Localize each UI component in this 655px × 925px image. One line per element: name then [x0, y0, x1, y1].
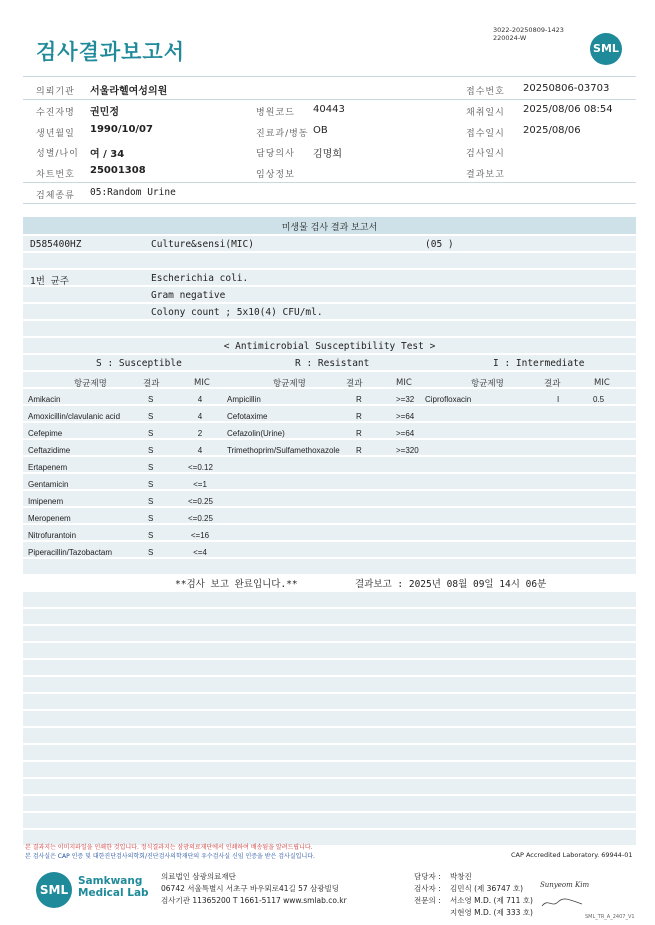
chart-label: 차트번호 — [36, 170, 75, 180]
staff-specialist-1: 서소영 M.D. (제 711 호) — [450, 896, 533, 905]
row-stripe — [23, 779, 636, 794]
specimen-label: 검체종류 — [36, 191, 75, 201]
staff-label-2: 검사자 : — [414, 884, 441, 893]
ast-mic-value: 2 — [197, 429, 203, 438]
ast-drug-name: Trimethoprim/Sulfamethoxazole — [227, 446, 340, 455]
ast-mic-value: <=1 — [193, 480, 207, 489]
ast-drug-name: Amikacin — [28, 395, 61, 404]
gram-stain: Gram negative — [151, 290, 226, 301]
brand-name — [78, 875, 149, 899]
hospital-code-label: 병원코드 — [256, 108, 295, 118]
test-name: Culture&sensi(MIC) — [151, 239, 254, 250]
staff-tester: 김민식 (제 36747 호) — [450, 884, 524, 893]
ast-result: S — [148, 548, 154, 557]
ast-mic-value: <=0.25 — [188, 514, 213, 523]
ast-result: I — [557, 395, 560, 404]
org-address: 06742 서울특별시 서초구 바우뫼로41길 57 삼광빌딩 — [161, 884, 340, 893]
row-stripe — [23, 660, 636, 675]
row-stripe — [23, 304, 636, 319]
receipt-date-label: 접수일시 — [466, 129, 505, 139]
ast-mic-value: 4 — [197, 412, 203, 421]
staff-specialist-2: 지현영 M.D. (제 333 호) — [450, 908, 533, 917]
ast-drug-name: Cefazolin(Urine) — [227, 429, 285, 438]
staff-label-1: 담당자 : — [414, 872, 441, 881]
brand-line1: Samkwang — [78, 875, 143, 887]
row-stripe — [23, 270, 636, 285]
receipt-date-value: 2025/08/06 — [523, 125, 581, 136]
col-result-1: 결과 — [143, 379, 160, 389]
specimen-value: 05:Random Urine — [90, 187, 176, 198]
col-drug-3: 항균제명 — [471, 379, 504, 389]
row-stripe — [23, 643, 636, 658]
row-stripe — [23, 474, 636, 489]
row-stripe — [23, 287, 636, 302]
divider — [23, 76, 636, 77]
ast-mic-value: <=16 — [190, 531, 210, 540]
row-stripe — [23, 592, 636, 607]
row-stripe — [23, 762, 636, 777]
form-code: SML_TR_A_2407_V1 — [585, 914, 635, 920]
col-mic-2: MIC — [396, 378, 412, 388]
test-number: (05 ) — [425, 239, 454, 250]
col-result-2: 결과 — [346, 379, 363, 389]
row-stripe — [23, 559, 636, 574]
row-stripe — [23, 694, 636, 709]
ast-mic-value: >=64 — [396, 429, 415, 438]
completion-message: **검사 보고 완료입니다.** — [175, 579, 298, 590]
row-stripe — [23, 457, 636, 472]
collect-date-value: 2025/08/06 08:54 — [523, 104, 613, 115]
row-stripe — [23, 321, 636, 336]
ast-result: R — [356, 412, 362, 421]
ast-mic-value: >=64 — [396, 412, 415, 421]
section-title: 미생물 검사 결과 보고서 — [281, 223, 378, 233]
row-stripe — [23, 236, 636, 251]
name-label: 수진자명 — [36, 108, 75, 118]
row-stripe — [23, 253, 636, 268]
ast-result: S — [148, 395, 154, 404]
ast-mic-value: <=0.25 — [188, 497, 213, 506]
document-code — [493, 26, 564, 42]
footer-note-accreditation: 본 검사실은 CAP 인증 및 대한진단검사의학회/진단검사의학재단의 우수검사실 신임 인증을 받은 검사실입니다. — [25, 853, 315, 860]
ast-drug-name: Cefotaxime — [227, 412, 268, 421]
organism-label: 1번 균주 — [30, 276, 69, 287]
test-date-label: 검사일시 — [466, 149, 505, 159]
ast-drug-name: Ertapenem — [28, 463, 68, 472]
sex-age-label: 성별/나이 — [36, 149, 79, 159]
staff-label-3: 전문의 : — [414, 896, 441, 905]
cap-accreditation: CAP Accredited Laboratory. 69944-01 — [511, 851, 633, 859]
legend-intermediate: I : Intermediate — [493, 358, 585, 369]
legend-resistant: R : Resistant — [295, 358, 370, 369]
doctor-label: 담당의사 — [256, 149, 295, 159]
ast-drug-name: Ceftazidime — [28, 446, 71, 455]
ast-drug-name: Piperacillin/Tazobactam — [28, 548, 113, 557]
col-mic-1: MIC — [194, 378, 210, 388]
ast-drug-name: Gentamicin — [28, 480, 69, 489]
ast-mic-value: 4 — [197, 446, 203, 455]
ast-mic-value: 4 — [197, 395, 203, 404]
institution-value: 서울라헬여성의원 — [90, 86, 168, 97]
receipt-no-label: 접수번호 — [466, 87, 505, 97]
row-stripe — [23, 677, 636, 692]
row-stripe — [23, 711, 636, 726]
ast-result: S — [148, 514, 154, 523]
receipt-no-value: 20250806-03703 — [523, 83, 610, 94]
ast-result: S — [148, 446, 154, 455]
report-label: 결과보고 — [466, 170, 505, 180]
document-code-line1: 3022-20250809-1423 — [493, 26, 564, 34]
patient-name: 권민정 — [90, 107, 119, 118]
sml-logo: SML — [590, 33, 622, 65]
birth-label: 생년월일 — [36, 129, 75, 139]
test-code: D585400HZ — [30, 239, 82, 250]
footer-note-image: 본 결과지는 이미지파일을 인쇄한 것입니다. 정식결과지는 삼광의료재단에서 인쇄하여 배송됨을 알려드립니다. — [25, 844, 313, 851]
row-stripe — [23, 745, 636, 760]
birth-value: 1990/10/07 — [90, 124, 153, 135]
sex-age-value: 여 / 34 — [90, 149, 125, 160]
ast-mic-value: 0.5 — [593, 395, 605, 404]
staff-manager: 박창진 — [450, 872, 472, 881]
ast-result: S — [148, 497, 154, 506]
ast-result: R — [356, 395, 362, 404]
collect-date-label: 채취일시 — [466, 108, 505, 118]
row-stripe — [23, 491, 636, 506]
divider — [23, 203, 636, 204]
col-drug-2: 항균제명 — [273, 379, 306, 389]
row-stripe — [23, 626, 636, 641]
row-stripe — [23, 542, 636, 557]
divider — [23, 182, 636, 183]
ast-drug-name: Nitrofurantoin — [28, 531, 77, 540]
col-mic-3: MIC — [594, 378, 610, 388]
ast-result: R — [356, 446, 362, 455]
ast-drug-name: Amoxicillin/clavulanic acid — [28, 412, 121, 421]
signature-tester: Sunyeom Kim — [540, 881, 590, 889]
row-stripe — [23, 389, 636, 404]
page-title: 검사결과보고서 — [36, 40, 186, 64]
ast-mic-value: <=4 — [193, 548, 207, 557]
ast-mic-value: >=32 — [396, 395, 415, 404]
dept-value: OB — [313, 125, 328, 136]
organism-name: Escherichia coli. — [151, 273, 249, 284]
ast-drug-name: Meropenem — [28, 514, 71, 523]
ast-drug-name: Ciprofloxacin — [425, 395, 472, 404]
clinical-label: 임상정보 — [256, 170, 295, 180]
row-stripe — [23, 423, 636, 438]
ast-mic-value: <=0.12 — [188, 463, 213, 472]
ast-result: R — [356, 429, 362, 438]
chart-value: 25001308 — [90, 165, 146, 176]
ast-title: < Antimicrobial Susceptibility Test > — [223, 341, 436, 352]
sml-footer-logo: SML — [36, 872, 72, 908]
org-name: 의료법인 삼광의료재단 — [161, 872, 236, 881]
row-stripe — [23, 508, 636, 523]
org-contact: 검사기관 11365200 T 1661-5117 www.smlab.co.kr — [161, 896, 347, 905]
ast-result: S — [148, 480, 154, 489]
ast-result: S — [148, 412, 154, 421]
hospital-code-value: 40443 — [313, 104, 345, 115]
row-stripe — [23, 525, 636, 540]
colony-count: Colony count ; 5x10(4) CFU/ml. — [151, 307, 323, 318]
divider — [23, 99, 636, 100]
ast-result: S — [148, 429, 154, 438]
row-stripe — [23, 609, 636, 624]
col-result-3: 결과 — [544, 379, 561, 389]
ast-drug-name: Cefepime — [28, 429, 63, 438]
ast-drug-name: Ampicillin — [227, 395, 261, 404]
row-stripe — [23, 728, 636, 743]
ast-result: S — [148, 463, 154, 472]
brand-line2: Medical Lab — [78, 887, 149, 899]
document-code-line2: 220024-W — [493, 34, 527, 42]
dept-label: 진료과/병동 — [256, 129, 309, 139]
institution-label: 의뢰기관 — [36, 87, 75, 97]
ast-drug-name: Imipenem — [28, 497, 64, 506]
report-time: 결과보고 : 2025년 08월 09일 14시 06분 — [355, 579, 547, 590]
legend-susceptible: S : Susceptible — [96, 358, 182, 369]
row-stripe — [23, 796, 636, 811]
ast-result: S — [148, 531, 154, 540]
ast-mic-value: >=320 — [396, 446, 419, 455]
signature-specialist — [540, 896, 585, 910]
row-stripe — [23, 813, 636, 828]
col-drug-1: 항균제명 — [74, 379, 107, 389]
doctor-value: 김명희 — [313, 149, 342, 160]
